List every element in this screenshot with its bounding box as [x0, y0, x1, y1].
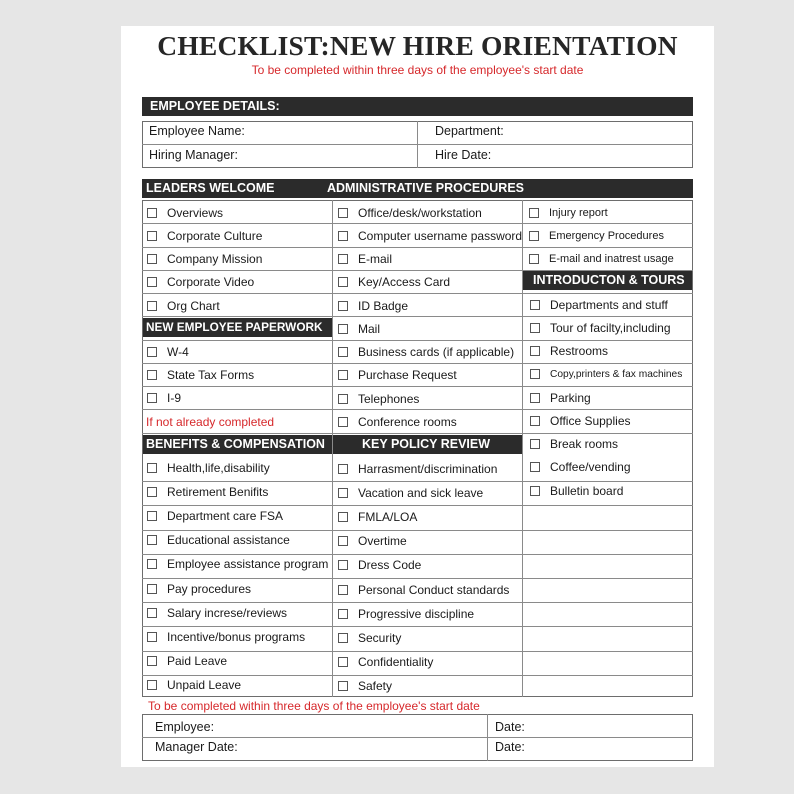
checkbox-icon[interactable] — [338, 301, 348, 311]
checkbox-icon[interactable] — [530, 462, 540, 472]
paperwork-item-label: State Tax Forms — [167, 367, 255, 382]
leaders-checklist-item[interactable] — [147, 294, 220, 317]
checkbox-icon[interactable] — [147, 347, 157, 357]
benefits-item-label: Employee assistance program — [167, 557, 329, 572]
checkbox-icon[interactable] — [338, 657, 348, 667]
tours-item-label: Tour of facilty,including — [550, 320, 671, 335]
tours-checklist-item[interactable] — [530, 340, 608, 363]
admin-checklist-item[interactable] — [338, 387, 419, 410]
checkbox-icon[interactable] — [147, 393, 157, 403]
benefits-checklist-item[interactable] — [147, 625, 305, 648]
benefits-item-label: Pay procedures — [167, 581, 252, 596]
policy-checklist-item[interactable] — [338, 626, 401, 649]
admin-item-label: Mail — [358, 321, 381, 336]
checkbox-icon[interactable] — [338, 488, 348, 498]
benefits-item-label: Health,life,disability — [167, 460, 270, 475]
policy-item-label: Security — [358, 630, 402, 645]
checkbox-icon[interactable] — [147, 656, 157, 666]
benefits-item-label: Department care FSA — [167, 508, 284, 523]
leaders-checklist-item[interactable] — [147, 224, 262, 247]
checkbox-icon[interactable] — [338, 536, 348, 546]
tours-checklist-item[interactable] — [530, 316, 671, 339]
leaders-item-label: Company Mission — [167, 252, 263, 266]
checkbox-icon[interactable] — [529, 208, 539, 218]
leaders-item-label: Org Chart — [167, 298, 220, 313]
admin-extra-checklist-item[interactable] — [529, 248, 674, 271]
new-employee-paperwork-heading: NEW EMPLOYEE PAPERWORK — [146, 320, 323, 334]
leaders-checklist-item[interactable] — [147, 248, 262, 271]
admin-checklist-item[interactable] — [338, 271, 450, 294]
policy-item-label: Dress Code — [358, 558, 422, 573]
checkbox-icon[interactable] — [147, 208, 157, 218]
tours-item-label: Break rooms — [550, 437, 619, 451]
leaders-item-label: Corporate Video — [167, 275, 255, 290]
checkbox-icon[interactable] — [147, 301, 157, 311]
checkbox-icon[interactable] — [147, 559, 157, 569]
employee-name-field[interactable]: Employee Name: — [149, 124, 245, 138]
admin-checklist-item[interactable] — [338, 410, 457, 433]
policy-checklist-item[interactable] — [338, 457, 497, 480]
administrative-procedures-heading: ADMINISTRATIVE PROCEDURES — [327, 181, 525, 195]
admin-checklist-item[interactable] — [338, 201, 482, 224]
leaders-item-label: Corporate Culture — [167, 228, 263, 243]
policy-checklist-item[interactable] — [338, 530, 407, 553]
tours-item-label: Bulletin board — [550, 483, 624, 498]
admin-extra-checklist-item[interactable] — [529, 201, 608, 224]
paperwork-checklist-item[interactable] — [147, 340, 189, 363]
tours-checklist-item[interactable] — [530, 433, 618, 456]
checkbox-icon[interactable] — [530, 416, 540, 426]
manager-signoff-date-field[interactable]: Date: — [495, 740, 525, 754]
checkbox-icon[interactable] — [147, 254, 157, 264]
policy-item-label: Harrasment/discrimination — [358, 461, 498, 476]
tours-checklist-item[interactable] — [530, 456, 631, 479]
benefits-item-label: Educational assistance — [167, 533, 290, 548]
policy-item-label: Progressive discipline — [358, 606, 475, 621]
benefits-checklist-item[interactable] — [147, 553, 328, 576]
checkbox-icon[interactable] — [338, 417, 348, 427]
checkbox-icon[interactable] — [530, 486, 540, 496]
policy-checklist-item[interactable] — [338, 505, 417, 528]
benefits-checklist-item[interactable] — [147, 601, 287, 624]
admin-extra-checklist-item[interactable] — [529, 224, 664, 247]
checkbox-icon[interactable] — [338, 324, 348, 334]
checkbox-icon[interactable] — [338, 394, 348, 404]
page-subtitle: To be completed within three days of the employee's start date — [251, 63, 584, 77]
tours-checklist-item[interactable] — [530, 409, 631, 432]
page-title: CHECKLIST:NEW HIRE ORIENTATION — [157, 30, 678, 61]
benefits-item-label: Incentive/bonus programs — [167, 629, 306, 644]
admin-checklist-item[interactable] — [338, 364, 457, 387]
admin-item-label: E-mail — [358, 252, 393, 266]
policy-checklist-item[interactable] — [338, 675, 392, 698]
paperwork-item-label: W-4 — [167, 344, 189, 359]
admin-checklist-item[interactable] — [338, 224, 522, 247]
tours-checklist-item[interactable] — [530, 386, 591, 409]
leaders-checklist-item[interactable] — [147, 201, 223, 224]
policy-item-label: Confidentiality — [358, 655, 434, 670]
checkbox-icon[interactable] — [338, 560, 348, 570]
benefits-item-label: Salary increse/reviews — [167, 605, 288, 620]
checkbox-icon[interactable] — [338, 464, 348, 474]
grid-col-divider-1 — [332, 200, 333, 697]
checkbox-icon[interactable] — [338, 633, 348, 643]
checkbox-icon[interactable] — [530, 439, 540, 449]
leaders-admin-header — [142, 179, 693, 198]
policy-item-label: Personal Conduct standards — [358, 582, 510, 597]
checkbox-icon[interactable] — [338, 254, 348, 264]
admin-item-label: Business cards (if applicable) — [358, 345, 515, 359]
checkbox-icon[interactable] — [147, 370, 157, 380]
policy-item-label: Vacation and sick leave — [358, 485, 484, 500]
admin-item-label: Conference rooms — [358, 414, 457, 429]
admin-item-label: Purchase Request — [358, 368, 457, 383]
paperwork-item-label: I-9 — [167, 391, 182, 405]
policy-checklist-item[interactable] — [338, 651, 433, 674]
tours-checklist-item[interactable] — [530, 363, 682, 386]
admin-extra-item-label: Emergency Procedures — [549, 229, 664, 242]
benefits-item-label: Retirement Benifits — [167, 484, 269, 499]
checkbox-icon[interactable] — [147, 511, 157, 521]
employee-date-field[interactable]: Date: — [495, 720, 525, 734]
policy-item-label: Overtime — [358, 534, 407, 549]
paperwork-checklist-item[interactable] — [147, 387, 181, 410]
admin-item-label: Telephones — [358, 391, 420, 406]
admin-checklist-item[interactable] — [338, 341, 514, 364]
admin-item-label: Office/desk/workstation — [358, 205, 482, 220]
leaders-welcome-heading: LEADERS WELCOME — [146, 181, 275, 195]
checkbox-icon[interactable] — [338, 585, 348, 595]
checkbox-icon[interactable] — [338, 231, 348, 241]
employee-details-split — [417, 121, 418, 168]
footer-note: To be completed within three days of the employee's start date — [148, 699, 480, 713]
paperwork-note: If not already completed — [146, 415, 275, 429]
department-field[interactable]: Department: — [435, 124, 504, 138]
checkbox-icon[interactable] — [147, 231, 157, 241]
tours-item-label: Restrooms — [550, 344, 609, 358]
admin-extra-item-label: Injury report — [549, 206, 608, 219]
checkbox-icon[interactable] — [147, 632, 157, 642]
benefits-checklist-item[interactable] — [147, 577, 251, 600]
policy-item-label: Safety — [358, 679, 393, 694]
checkbox-icon[interactable] — [338, 347, 348, 357]
checkbox-icon[interactable] — [529, 254, 539, 264]
checkbox-icon[interactable] — [147, 487, 157, 497]
checkbox-icon[interactable] — [530, 300, 540, 310]
signoff-split — [487, 714, 488, 761]
benefits-item-label: Paid Leave — [167, 654, 228, 669]
admin-item-label: Computer username password — [358, 228, 523, 243]
checkbox-icon[interactable] — [338, 277, 348, 287]
policy-item-label: FMLA/LOA — [358, 509, 418, 524]
tours-item-label: Coffee/vending — [550, 460, 631, 475]
benefits-checklist-item[interactable] — [147, 480, 268, 503]
admin-checklist-item[interactable] — [338, 317, 380, 340]
leaders-item-label: Overviews — [167, 205, 224, 220]
checklist-page — [121, 26, 714, 767]
admin-checklist-item[interactable] — [338, 294, 408, 317]
checkbox-icon[interactable] — [530, 346, 540, 356]
tours-item-label: Parking — [550, 390, 591, 405]
admin-item-label: ID Badge — [358, 298, 409, 313]
checkbox-icon[interactable] — [147, 535, 157, 545]
benefits-checklist-item[interactable] — [147, 456, 270, 479]
admin-checklist-item[interactable] — [338, 248, 392, 271]
benefits-item-label: Unpaid Leave — [167, 678, 242, 693]
checkbox-icon[interactable] — [338, 208, 348, 218]
checkbox-icon[interactable] — [530, 369, 540, 379]
checkbox-icon[interactable] — [147, 608, 157, 618]
hiring-manager-field[interactable]: Hiring Manager: — [149, 148, 238, 162]
checkbox-icon[interactable] — [338, 681, 348, 691]
employee-signature-field[interactable]: Employee: — [155, 720, 215, 734]
key-policy-review-heading: KEY POLICY REVIEW — [362, 437, 491, 451]
checkbox-icon[interactable] — [147, 680, 157, 690]
checkbox-icon[interactable] — [147, 277, 157, 287]
tours-item-label: Copy,printers & fax machines — [550, 368, 683, 380]
benefits-checklist-item[interactable] — [147, 650, 227, 673]
checkbox-icon[interactable] — [338, 609, 348, 619]
policy-checklist-item[interactable] — [338, 578, 509, 601]
leaders-checklist-item[interactable] — [147, 271, 254, 294]
checkbox-icon[interactable] — [529, 231, 539, 241]
benefits-checklist-item[interactable] — [147, 674, 241, 697]
grid-col-divider-2 — [522, 200, 523, 697]
checkbox-icon[interactable] — [338, 370, 348, 380]
benefits-checklist-item[interactable] — [147, 504, 283, 527]
tours-item-label: Departments and stuff — [550, 297, 668, 312]
checkbox-icon[interactable] — [147, 463, 157, 473]
checkbox-icon[interactable] — [530, 323, 540, 333]
hire-date-field[interactable]: Hire Date: — [435, 148, 492, 162]
manager-date-field[interactable]: Manager Date: — [155, 740, 238, 754]
policy-checklist-item[interactable] — [338, 602, 474, 625]
checkbox-icon[interactable] — [147, 584, 157, 594]
policy-checklist-item[interactable] — [338, 481, 483, 504]
introduction-tours-heading: INTRODUCTON & TOURS — [533, 273, 685, 287]
benefits-compensation-heading: BENEFITS & COMPENSATION — [146, 437, 325, 451]
checkbox-icon[interactable] — [530, 393, 540, 403]
admin-item-label: Key/Access Card — [358, 275, 451, 290]
tours-checklist-item[interactable] — [530, 479, 623, 502]
checkbox-icon[interactable] — [338, 512, 348, 522]
policy-checklist-item[interactable] — [338, 554, 421, 577]
signoff-divider — [142, 737, 693, 738]
admin-extra-item-label: E-mail and inatrest usage — [549, 253, 674, 265]
tours-checklist-item[interactable] — [530, 293, 668, 316]
benefits-checklist-item[interactable] — [147, 529, 290, 552]
tours-item-label: Office Supplies — [550, 413, 631, 428]
paperwork-checklist-item[interactable] — [147, 363, 254, 386]
employee-details-heading: EMPLOYEE DETAILS: — [150, 99, 280, 113]
employee-details-header — [142, 97, 693, 116]
